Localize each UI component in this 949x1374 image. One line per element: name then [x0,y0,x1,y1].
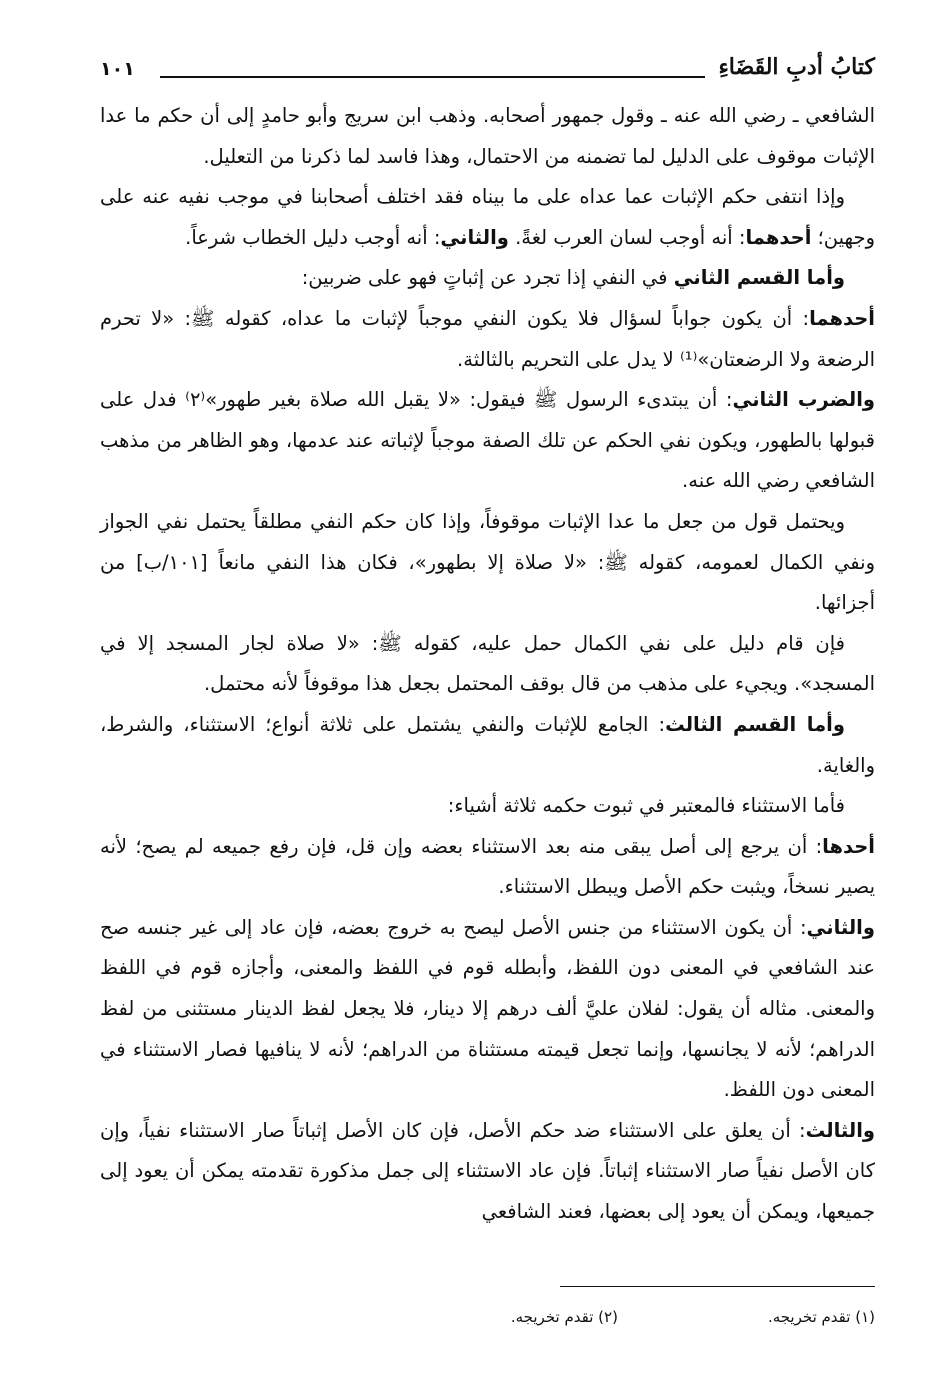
bold-term: والثاني [806,915,875,939]
paragraph-text: فأما الاستثناء فالمعتبر في ثبوت حكمه ثلاثة أشياء: [447,794,845,818]
bold-term: وأما القسم الثالث [665,712,845,736]
footnote-marker: (١) [855,1308,875,1326]
book-title: كتابُ أدبِ القَضَاءِ [708,54,875,80]
paragraph [100,827,875,908]
footnote-separator [560,1286,875,1287]
paragraph [100,177,875,258]
paragraph-text: : أنه أوجب لسان العرب لغةً. [508,225,746,249]
bold-term: أحدهما [809,306,875,330]
paragraph [100,502,875,624]
paragraph [100,908,875,1111]
paragraph-text: : أن يرجع إلى أصل يبقى منه بعد الاستثناء بعضه وإن قل، فإن رفع جميعه لم يصح؛ لأنه يصير نسخاً، ويثبت حكم الأصل ويبطل الاستثناء. [100,834,875,899]
bold-term: والثالث [805,1118,875,1142]
paragraph-text: : أن يعلق على الاستثناء ضد حكم الأصل، فإن كان الأصل إثباتاً صار الاستثناء نفياً، وإن كان الأصل نفياً صار الاستثناء إثباتاً. فإن عاد الاستثناء إلى جمل مذكورة تقدمته يمكن أن يعود إلى جميعها، ويمكن أن يعود إلى بعضها، فعند الشافعي [100,1118,875,1224]
footnote [511,1304,618,1330]
paragraph [100,624,875,705]
paragraph [100,705,875,786]
body-text [100,96,875,1233]
bold-term: أحدهما [745,225,812,249]
paragraph [100,96,875,177]
page-number: ١٠١ [100,58,145,80]
footnote-marker: (٢) [598,1308,618,1326]
footnote [768,1304,875,1330]
paragraph [100,299,875,380]
footnotes [100,1304,875,1330]
footnote-text: تقدم تخريجه. [510,1308,594,1326]
footnote-text: تقدم تخريجه. [767,1308,851,1326]
paragraph [100,1111,875,1233]
paragraph-text: : أن يبتدىء الرسول ﷺ فيقول: «لا يقبل الله صلاة بغير طهور»⁽٢⁾ فدل على قبولها بالطهور، ويكون نفي الحكم عن تلك الصفة موجباً لإثباته عند عدمها، وهو الظاهر من مذهب الشافعي رضي الله عنه. [100,388,875,493]
paragraph-text: وإذا انتفى حكم الإثبات عما عداه على ما بيناه فقد اختلف أصحابنا في موجب نفيه عنه على وجهين؛ [100,185,875,249]
paragraph [100,380,875,502]
paragraph [100,258,875,299]
bold-term: والثاني [440,225,509,249]
paragraph-text: : أنه أوجب دليل الخطاب شرعاً. [185,225,441,249]
paragraph-text: : أن يكون جواباً لسؤال فلا يكون النفي موجباً لإثبات ما عداه، كقوله ﷺ: «لا تحرم الرضعة ولا الرضعتان»⁽¹⁾ لا يدل على التحريم بالثالثة. [100,306,875,371]
book-page [100,48,875,1348]
header-rule [160,76,705,78]
paragraph-text: : أن يكون الاستثناء من جنس الأصل ليصح به خروج بعضه، فإن عاد إلى غير جنسه صح عند الشافعي في المعنى دون اللفظ، وأبطله قوم في اللفظ والمعنى، وأجازه قوم في اللفظ والمعنى. مثاله أن يقول: لفلان عليَّ ألف درهم إلا دينار، فلا يجعل لفظ الدينار مستثنى من لفظ الدراهم؛ لأنه لا يجانسها، وإنما تجعل قيمته مستثناة من الدراهم؛ لأنه لا ينافيها فصار الاستثناء في المعنى دون اللفظ. [100,915,875,1102]
running-header [100,48,875,92]
paragraph [100,786,875,827]
bold-term: أحدها [822,834,875,858]
paragraph-text: في النفي إذا تجرد عن إثباتٍ فهو على ضربين: [301,266,674,290]
paragraph-text: ويحتمل قول من جعل ما عدا الإثبات موقوفاً، وإذا كان حكم النفي مطلقاً يحتمل نفي الجواز ونفي الكمال لعمومه، كقوله ﷺ: «لا صلاة إلا بطهور»، فكان هذا النفي مانعاً [١٠١/ب] من أجزائها. [100,509,875,615]
bold-term: والضرب الثاني [732,388,875,412]
paragraph-text: : الجامع للإثبات والنفي يشتمل على ثلاثة أنواع؛ الاستثناء، والشرط، والغاية. [100,712,875,777]
paragraph-text: فإن قام دليل على نفي الكمال حمل عليه، كقوله ﷺ: «لا صلاة لجار المسجد إلا في المسجد». ويجيء على مذهب من قال بوقف المحتمل بجعل هذا موقوفاً لأنه محتمل. [100,631,875,696]
paragraph-text: الشافعي ـ رضي الله عنه ـ وقول جمهور أصحابه. وذهب ابن سريج وأبو حامدٍ إلى أن حكم ما عدا الإثبات موقوف على الدليل لما تضمنه من الاحتمال، وهذا فاسد لما ذكرنا من التعليل. [100,104,875,168]
bold-term: وأما القسم الثاني [673,266,845,290]
